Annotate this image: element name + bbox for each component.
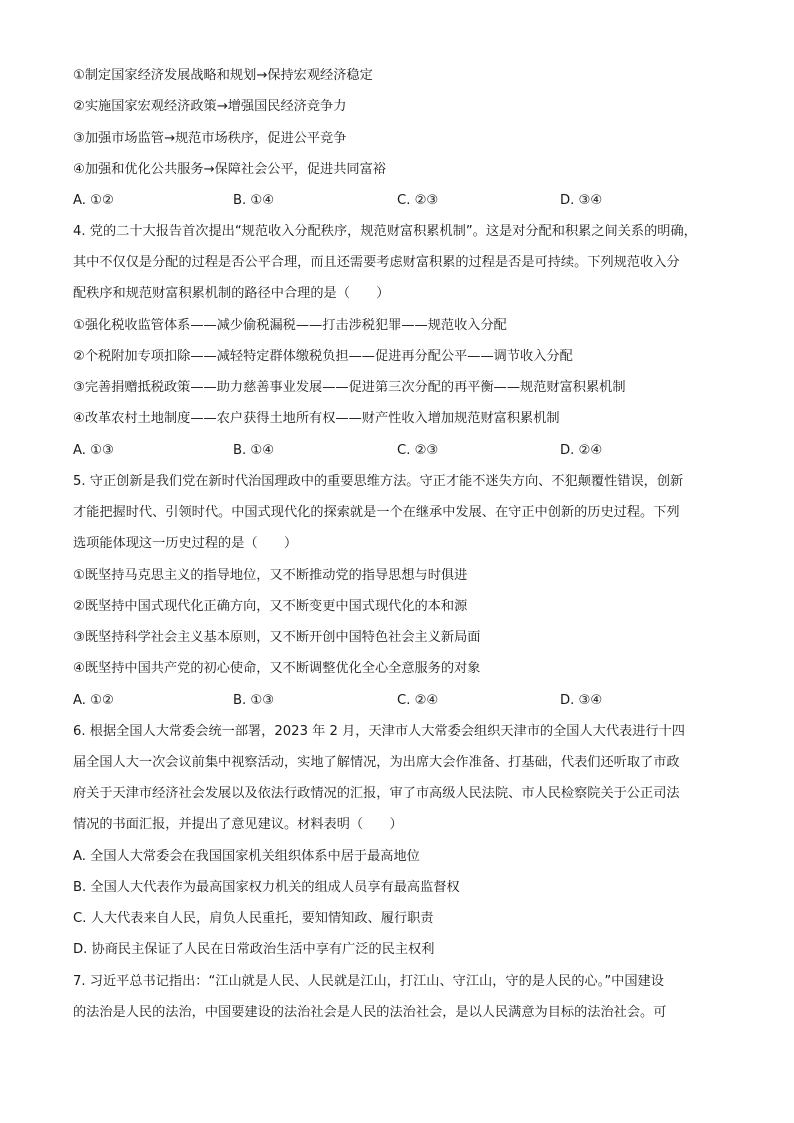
q6-option-c: C. 人大代表来自人民，肩负人民重托，要知情知政、履行职责 — [73, 911, 434, 926]
q5-item-4: ④既坚持中国共产党的初心使命，又不断调整优化全心全意服务的对象 — [73, 661, 481, 676]
q4-option-b: B. ①④ — [233, 443, 275, 458]
q3-item-4: ④加强和优化公共服务→保障社会公平，促进共同富裕 — [73, 162, 386, 177]
q5-item-2: ②既坚持中国式现代化正确方向，又不断变更中国式现代化的本和源 — [73, 599, 468, 614]
q5-stem-line-1: 5. 守正创新是我们党在新时代治国理政中的重要思维方法。守正才能不迷失方向、不犯颠覆性错误，创新 — [73, 474, 684, 489]
q5-stem-line-2: 才能把握时代、引领时代。中国式现代化的探索就是一个在继承中发展、在守正中创新的历史过程。下列 — [73, 505, 680, 520]
q5-options — [73, 691, 725, 711]
q4-options — [73, 441, 725, 461]
q4-item-4: ④改革农村土地制度——农户获得土地所有权——财产性收入增加规范财富积累机制 — [73, 411, 560, 426]
q4-stem-line-3: 配秩序和规范财富积累机制的路径中合理的是（ ） — [73, 286, 390, 301]
q3-option-c: C. ②③ — [397, 193, 439, 208]
q3-item-1: ①制定国家经济发展战略和规划→保持宏观经济稳定 — [73, 68, 373, 83]
q5-item-3: ③既坚持科学社会主义基本原则，又不断开创中国特色社会主义新局面 — [73, 630, 481, 645]
q5-option-b: B. ①③ — [233, 693, 275, 708]
q6-option-a: A. 全国人大常委会在我国国家机关组织体系中居于最高地位 — [73, 849, 420, 864]
q6-option-d: D. 协商民主保证了人民在日常政治生活中享有广泛的民主权利 — [73, 942, 435, 957]
q7-stem-line-2: 的法治是人民的法治，中国要建设的法治社会是人民的法治社会，是以人民满意为目标的法治社会。可 — [73, 1005, 667, 1020]
q4-item-1: ①强化税收监管体系——减少偷税漏税——打击涉税犯罪——规范收入分配 — [73, 318, 507, 333]
q3-item-2: ②实施国家宏观经济政策→增强国民经济竞争力 — [73, 99, 347, 114]
q5-option-d: D. ③④ — [560, 693, 603, 708]
q5-option-a: A. ①② — [73, 693, 114, 708]
q5-item-1: ①既坚持马克思主义的指导地位，又不断推动党的指导思想与时俱进 — [73, 568, 468, 583]
q6-stem-line-3: 府关于天津市经济社会发展以及依法行政情况的汇报，审了市高级人民法院、市人民检察院关于公正司法 — [73, 786, 680, 801]
q3-option-a: A. ①② — [73, 193, 114, 208]
q6-stem-line-2: 届全国人大一次会议前集中视察活动，实地了解情况，为出席大会作准备、打基础，代表们还听取了市政 — [73, 755, 680, 770]
q5-stem-line-3: 选项能体现这一历史过程的是（ ） — [73, 536, 298, 551]
q6-stem-line-4: 情况的书面汇报，并提出了意见建议。材料表明（ ） — [73, 817, 403, 832]
q3-option-b: B. ①④ — [233, 193, 275, 208]
q4-stem-line-2: 其中不仅仅是分配的过程是否公平合理，而且还需要考虑财富积累的过程是否是可持续。下列规范收入分 — [73, 255, 680, 270]
q4-item-3: ③完善捐赠抵税政策——助力慈善事业发展——促进第三次分配的再平衡——规范财富积累机制 — [73, 380, 626, 395]
q6-stem-line-1: 6. 根据全国人大常委会统一部署，2023 年 2 月，天津市人大常委会组织天津市的全国人大代表进行十四 — [73, 724, 685, 739]
q4-option-d: D. ②④ — [560, 443, 603, 458]
q6-option-b: B. 全国人大代表作为最高国家权力机关的组成人员享有最高监督权 — [73, 880, 460, 895]
q5-option-c: C. ②④ — [397, 693, 439, 708]
q3-option-d: D. ③④ — [560, 193, 603, 208]
q4-option-c: C. ②③ — [397, 443, 439, 458]
q3-item-3: ③加强市场监管→规范市场秩序，促进公平竞争 — [73, 131, 347, 146]
q3-options — [73, 191, 725, 211]
q4-option-a: A. ①③ — [73, 443, 114, 458]
q7-stem-line-1: 7. 习近平总书记指出：“江山就是人民、人民就是江山，打江山、守江山，守的是人民的心。”中国建设 — [73, 974, 664, 989]
q4-stem-line-1: 4. 党的二十大报告首次提出“规范收入分配秩序，规范财富积累机制”。这是对分配和积累之间关系的明确， — [73, 224, 697, 239]
q4-item-2: ②个税附加专项扣除——减轻特定群体缴税负担——促进再分配公平——调节收入分配 — [73, 349, 573, 364]
